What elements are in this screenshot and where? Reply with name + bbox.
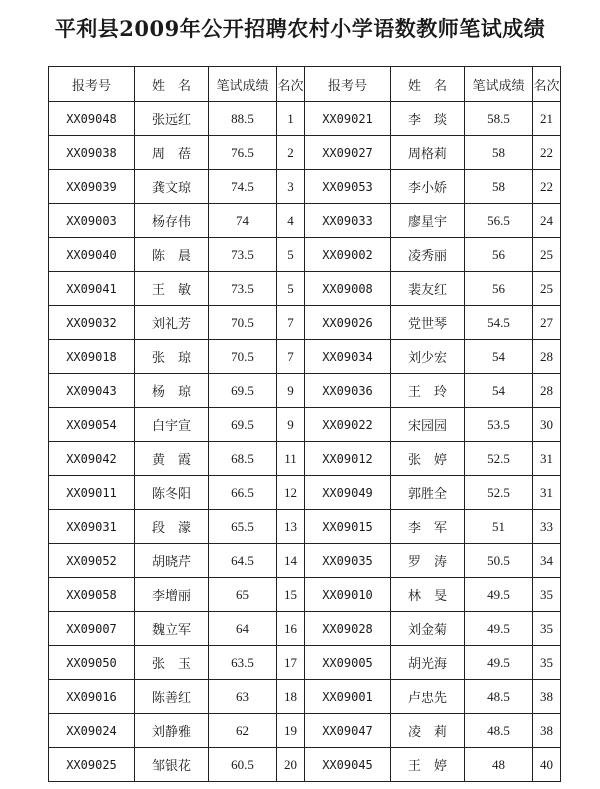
cell-exam-id-right: XX09045 <box>305 748 391 782</box>
cell-score-left: 66.5 <box>209 476 277 510</box>
table-row <box>49 374 561 408</box>
cell-score-left: 73.5 <box>209 238 277 272</box>
cell-score-left: 76.5 <box>209 136 277 170</box>
cell-score-right: 58.5 <box>465 102 533 136</box>
cell-name-left: 杨存伟 <box>135 204 209 238</box>
cell-rank-right: 28 <box>533 340 561 374</box>
cell-name-right: 凌 莉 <box>391 714 465 748</box>
cell-score-right: 54.5 <box>465 306 533 340</box>
header-name-left: 姓 名 <box>135 67 209 102</box>
cell-score-left: 65 <box>209 578 277 612</box>
cell-rank-left: 11 <box>277 442 305 476</box>
cell-exam-id-right: XX09035 <box>305 544 391 578</box>
cell-rank-left: 7 <box>277 340 305 374</box>
cell-exam-id-left: XX09018 <box>49 340 135 374</box>
cell-name-right: 王 婷 <box>391 748 465 782</box>
cell-rank-right: 35 <box>533 578 561 612</box>
cell-exam-id-left: XX09007 <box>49 612 135 646</box>
cell-rank-left: 4 <box>277 204 305 238</box>
table-row <box>49 748 561 782</box>
table-row <box>49 442 561 476</box>
cell-exam-id-left: XX09011 <box>49 476 135 510</box>
cell-exam-id-right: XX09002 <box>305 238 391 272</box>
cell-exam-id-right: XX09053 <box>305 170 391 204</box>
header-rank-right: 名次 <box>533 67 561 102</box>
table-row <box>49 646 561 680</box>
cell-exam-id-right: XX09049 <box>305 476 391 510</box>
table-body <box>49 102 561 782</box>
cell-exam-id-left: XX09024 <box>49 714 135 748</box>
cell-exam-id-left: XX09041 <box>49 272 135 306</box>
cell-name-left: 黄 霞 <box>135 442 209 476</box>
cell-rank-right: 35 <box>533 612 561 646</box>
cell-exam-id-left: XX09031 <box>49 510 135 544</box>
header-score-right: 笔试成绩 <box>465 67 533 102</box>
cell-exam-id-right: XX09033 <box>305 204 391 238</box>
scores-table <box>48 66 561 782</box>
cell-score-right: 58 <box>465 136 533 170</box>
cell-rank-left: 3 <box>277 170 305 204</box>
cell-score-left: 68.5 <box>209 442 277 476</box>
cell-exam-id-right: XX09010 <box>305 578 391 612</box>
cell-name-right: 刘少宏 <box>391 340 465 374</box>
table-row <box>49 340 561 374</box>
cell-exam-id-left: XX09058 <box>49 578 135 612</box>
cell-name-right: 刘金菊 <box>391 612 465 646</box>
cell-name-left: 龚文琼 <box>135 170 209 204</box>
cell-score-left: 74.5 <box>209 170 277 204</box>
cell-score-right: 48.5 <box>465 680 533 714</box>
cell-rank-left: 12 <box>277 476 305 510</box>
table-row <box>49 170 561 204</box>
cell-name-right: 卢忠先 <box>391 680 465 714</box>
header-name-right: 姓 名 <box>391 67 465 102</box>
cell-exam-id-left: XX09003 <box>49 204 135 238</box>
cell-exam-id-right: XX09015 <box>305 510 391 544</box>
cell-exam-id-right: XX09012 <box>305 442 391 476</box>
cell-score-left: 88.5 <box>209 102 277 136</box>
cell-name-right: 李小娇 <box>391 170 465 204</box>
cell-exam-id-left: XX09038 <box>49 136 135 170</box>
cell-score-left: 69.5 <box>209 408 277 442</box>
table-row <box>49 544 561 578</box>
cell-rank-right: 25 <box>533 238 561 272</box>
table-row <box>49 136 561 170</box>
cell-score-left: 69.5 <box>209 374 277 408</box>
cell-name-right: 林 旻 <box>391 578 465 612</box>
cell-exam-id-left: XX09039 <box>49 170 135 204</box>
cell-score-right: 49.5 <box>465 578 533 612</box>
cell-rank-right: 38 <box>533 714 561 748</box>
cell-name-left: 陈冬阳 <box>135 476 209 510</box>
cell-name-right: 王 玲 <box>391 374 465 408</box>
cell-rank-left: 1 <box>277 102 305 136</box>
cell-exam-id-right: XX09036 <box>305 374 391 408</box>
cell-score-right: 49.5 <box>465 612 533 646</box>
cell-score-right: 48.5 <box>465 714 533 748</box>
cell-name-left: 周 蓓 <box>135 136 209 170</box>
cell-exam-id-right: XX09026 <box>305 306 391 340</box>
cell-score-left: 63 <box>209 680 277 714</box>
table-row <box>49 102 561 136</box>
cell-rank-right: 22 <box>533 136 561 170</box>
cell-score-right: 48 <box>465 748 533 782</box>
cell-score-left: 65.5 <box>209 510 277 544</box>
cell-rank-left: 5 <box>277 272 305 306</box>
cell-score-right: 53.5 <box>465 408 533 442</box>
header-score-left: 笔试成绩 <box>209 67 277 102</box>
cell-name-right: 廖星宇 <box>391 204 465 238</box>
cell-exam-id-right: XX09021 <box>305 102 391 136</box>
cell-rank-right: 35 <box>533 646 561 680</box>
table-row <box>49 510 561 544</box>
cell-score-right: 56 <box>465 238 533 272</box>
cell-rank-left: 7 <box>277 306 305 340</box>
header-rank-left: 名次 <box>277 67 305 102</box>
cell-score-right: 50.5 <box>465 544 533 578</box>
cell-score-left: 63.5 <box>209 646 277 680</box>
cell-rank-left: 9 <box>277 374 305 408</box>
cell-name-right: 胡光海 <box>391 646 465 680</box>
cell-name-left: 王 敏 <box>135 272 209 306</box>
cell-exam-id-left: XX09040 <box>49 238 135 272</box>
table-row <box>49 272 561 306</box>
cell-name-right: 罗 涛 <box>391 544 465 578</box>
cell-name-right: 裴友红 <box>391 272 465 306</box>
table-row <box>49 680 561 714</box>
cell-rank-left: 16 <box>277 612 305 646</box>
cell-rank-left: 19 <box>277 714 305 748</box>
cell-score-right: 52.5 <box>465 476 533 510</box>
cell-score-right: 49.5 <box>465 646 533 680</box>
cell-rank-left: 2 <box>277 136 305 170</box>
cell-exam-id-right: XX09034 <box>305 340 391 374</box>
cell-score-right: 58 <box>465 170 533 204</box>
cell-rank-left: 18 <box>277 680 305 714</box>
cell-rank-right: 21 <box>533 102 561 136</box>
cell-rank-right: 24 <box>533 204 561 238</box>
cell-rank-left: 14 <box>277 544 305 578</box>
table-row <box>49 204 561 238</box>
cell-name-left: 张远红 <box>135 102 209 136</box>
cell-name-right: 李 琰 <box>391 102 465 136</box>
cell-score-right: 54 <box>465 374 533 408</box>
table-row <box>49 238 561 272</box>
cell-rank-left: 13 <box>277 510 305 544</box>
cell-rank-right: 33 <box>533 510 561 544</box>
cell-rank-right: 30 <box>533 408 561 442</box>
cell-rank-right: 34 <box>533 544 561 578</box>
cell-name-left: 杨 琼 <box>135 374 209 408</box>
cell-rank-left: 9 <box>277 408 305 442</box>
cell-name-right: 宋园园 <box>391 408 465 442</box>
cell-name-right: 郭胜全 <box>391 476 465 510</box>
cell-rank-right: 25 <box>533 272 561 306</box>
cell-score-left: 70.5 <box>209 340 277 374</box>
cell-name-left: 陈善红 <box>135 680 209 714</box>
cell-exam-id-right: XX09008 <box>305 272 391 306</box>
table-row <box>49 612 561 646</box>
table-row <box>49 714 561 748</box>
cell-exam-id-left: XX09016 <box>49 680 135 714</box>
table-header-row <box>49 67 561 102</box>
table-row <box>49 408 561 442</box>
cell-name-right: 党世琴 <box>391 306 465 340</box>
cell-rank-right: 38 <box>533 680 561 714</box>
cell-score-left: 64 <box>209 612 277 646</box>
cell-exam-id-left: XX09050 <box>49 646 135 680</box>
cell-exam-id-left: XX09043 <box>49 374 135 408</box>
cell-exam-id-left: XX09048 <box>49 102 135 136</box>
header-exam-id-right: 报考号 <box>305 67 391 102</box>
cell-rank-right: 31 <box>533 442 561 476</box>
cell-score-right: 56 <box>465 272 533 306</box>
cell-exam-id-right: XX09028 <box>305 612 391 646</box>
table-row <box>49 578 561 612</box>
cell-score-left: 60.5 <box>209 748 277 782</box>
cell-rank-left: 20 <box>277 748 305 782</box>
cell-rank-right: 28 <box>533 374 561 408</box>
cell-score-left: 62 <box>209 714 277 748</box>
cell-rank-right: 31 <box>533 476 561 510</box>
cell-name-right: 周格莉 <box>391 136 465 170</box>
cell-rank-right: 22 <box>533 170 561 204</box>
cell-score-right: 52.5 <box>465 442 533 476</box>
cell-rank-left: 5 <box>277 238 305 272</box>
cell-exam-id-left: XX09054 <box>49 408 135 442</box>
cell-exam-id-left: XX09042 <box>49 442 135 476</box>
page-title: 平利县2009年公开招聘农村小学语数教师笔试成绩 <box>54 16 546 41</box>
cell-rank-left: 15 <box>277 578 305 612</box>
cell-score-left: 74 <box>209 204 277 238</box>
cell-name-right: 张 婷 <box>391 442 465 476</box>
cell-name-right: 李 军 <box>391 510 465 544</box>
cell-name-left: 张 琼 <box>135 340 209 374</box>
cell-name-right: 凌秀丽 <box>391 238 465 272</box>
cell-name-left: 邹银花 <box>135 748 209 782</box>
cell-score-right: 54 <box>465 340 533 374</box>
cell-rank-right: 40 <box>533 748 561 782</box>
cell-name-left: 李增丽 <box>135 578 209 612</box>
table-row <box>49 306 561 340</box>
header-exam-id-left: 报考号 <box>49 67 135 102</box>
cell-name-left: 张 玉 <box>135 646 209 680</box>
cell-exam-id-right: XX09005 <box>305 646 391 680</box>
cell-exam-id-left: XX09052 <box>49 544 135 578</box>
cell-name-left: 刘礼芳 <box>135 306 209 340</box>
table-row <box>49 476 561 510</box>
cell-score-left: 73.5 <box>209 272 277 306</box>
cell-name-left: 胡晓芹 <box>135 544 209 578</box>
cell-name-left: 段 濛 <box>135 510 209 544</box>
cell-name-left: 白宇宣 <box>135 408 209 442</box>
cell-score-right: 51 <box>465 510 533 544</box>
cell-exam-id-right: XX09027 <box>305 136 391 170</box>
cell-exam-id-left: XX09032 <box>49 306 135 340</box>
cell-exam-id-right: XX09047 <box>305 714 391 748</box>
cell-exam-id-left: XX09025 <box>49 748 135 782</box>
cell-score-right: 56.5 <box>465 204 533 238</box>
cell-exam-id-right: XX09001 <box>305 680 391 714</box>
cell-exam-id-right: XX09022 <box>305 408 391 442</box>
cell-score-left: 70.5 <box>209 306 277 340</box>
cell-rank-right: 27 <box>533 306 561 340</box>
cell-score-left: 64.5 <box>209 544 277 578</box>
cell-rank-left: 17 <box>277 646 305 680</box>
cell-name-left: 陈 晨 <box>135 238 209 272</box>
cell-name-left: 刘静雅 <box>135 714 209 748</box>
cell-name-left: 魏立军 <box>135 612 209 646</box>
